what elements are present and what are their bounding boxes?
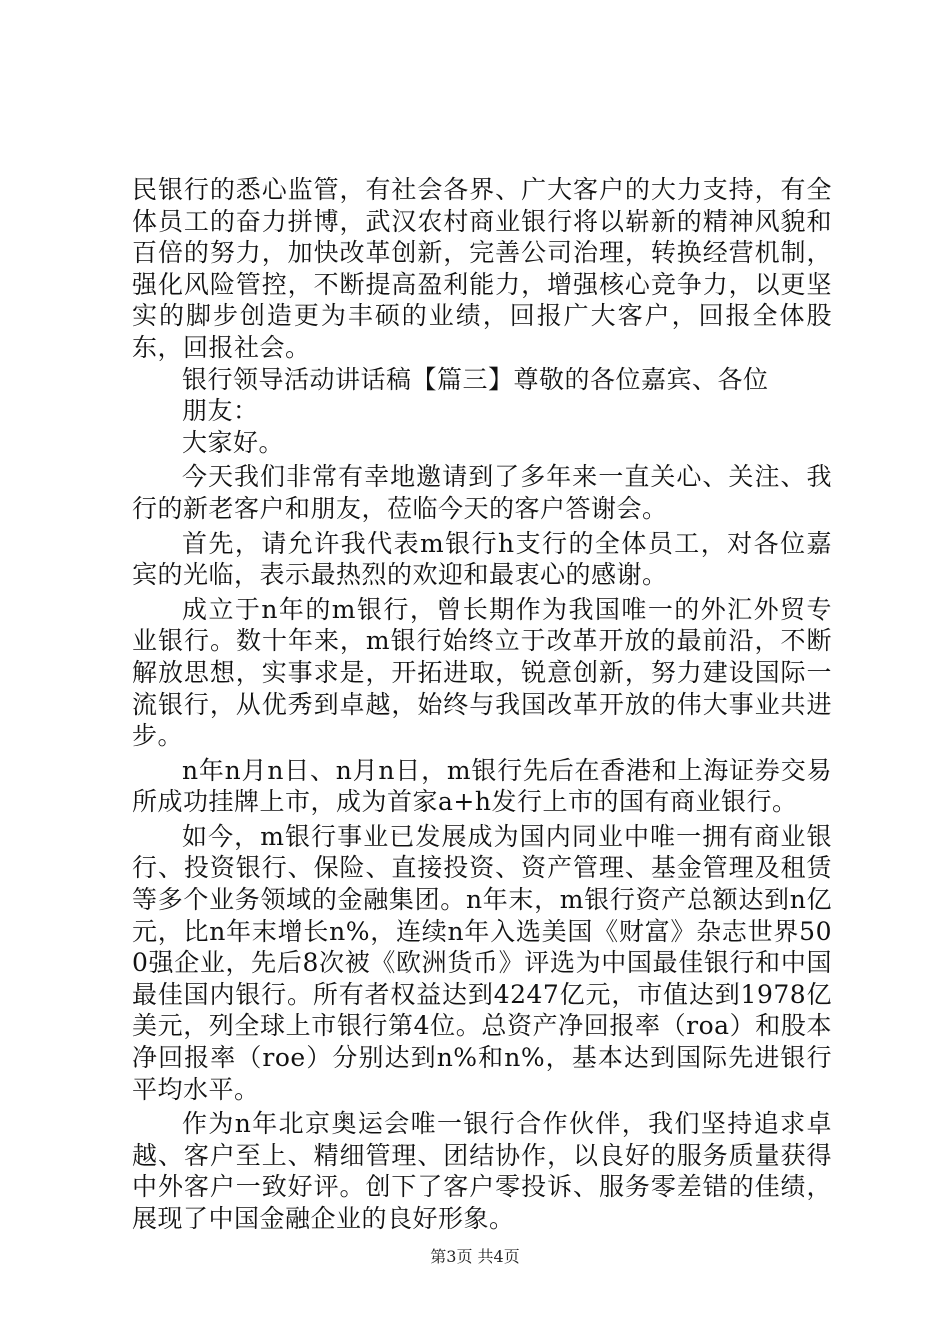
paragraph-continuation: 民银行的悉心监管，有社会各界、广大客户的大力支持，有全体员工的奋力拼博，武汉农村商业银行将以崭新的精神风貌和百倍的努力，加快改革创新，完善公司治理，转换经营机制，强化风险管控，不断提高盈利能力，增强核心竞争力，以更坚实的脚步创造更为丰硕的业绩，回报广大客户，回报全体股东，回报社会。 xyxy=(132,175,832,362)
document-body xyxy=(132,174,832,1235)
paragraph-section-heading: 银行领导活动讲话稿【篇三】尊敬的各位嘉宾、各位 xyxy=(182,364,769,394)
paragraph-body: n年n月n日、n月n日，m银行先后在香港和上海证券交易所成功挂牌上市，成为首家a+h发行上市的国有商业银行。 xyxy=(132,755,832,817)
paragraph-body: 成立于n年的m银行，曾长期作为我国唯一的外汇外贸专业银行。数十年来，m银行始终立于改革开放的最前沿，不断解放思想，实事求是，开拓进取，锐意创新，努力建设国际一流银行，从优秀到卓越，始终与我国改革开放的伟大事业共进步。 xyxy=(132,594,832,751)
paragraph-salutation: 朋友： xyxy=(182,396,259,426)
page-number-footer: 第3页 共4页 xyxy=(430,1247,520,1266)
paragraph-body: 如今，m银行事业已发展成为国内同业中唯一拥有商业银行、投资银行、保险、直接投资、资产管理、基金管理及租赁等多个业务领域的金融集团。n年末，m银行资产总额达到n亿元，比n年末增长n%，连续n年入选美国《财富》杂志世界500强企业，先后8次被《欧洲货币》评选为中国最佳银行和中国最佳国内银行。所有者权益达到4247亿元，市值达到1978亿美元，列全球上市银行第4位。总资产净回报率（roa）和股本净回报率（roe）分别达到n%和n%，基本达到国际先进银行平均水平。 xyxy=(132,821,832,1104)
paragraph-body: 首先，请允许我代表m银行h支行的全体员工，对各位嘉宾的光临，表示最热烈的欢迎和最衷心的感谢。 xyxy=(132,528,832,590)
paragraph-body: 今天我们非常有幸地邀请到了多年来一直关心、关注、我行的新老客户和朋友，莅临今天的客户答谢会。 xyxy=(132,462,832,523)
paragraph-body: 作为n年北京奥运会唯一银行合作伙伴，我们坚持追求卓越、客户至上、精细管理、团结协作，以良好的服务质量获得中外客户一致好评。创下了客户零投诉、服务零差错的佳绩，展现了中国金融企业的良好形象。 xyxy=(132,1109,832,1233)
paragraph-greeting: 大家好。 xyxy=(182,427,285,457)
